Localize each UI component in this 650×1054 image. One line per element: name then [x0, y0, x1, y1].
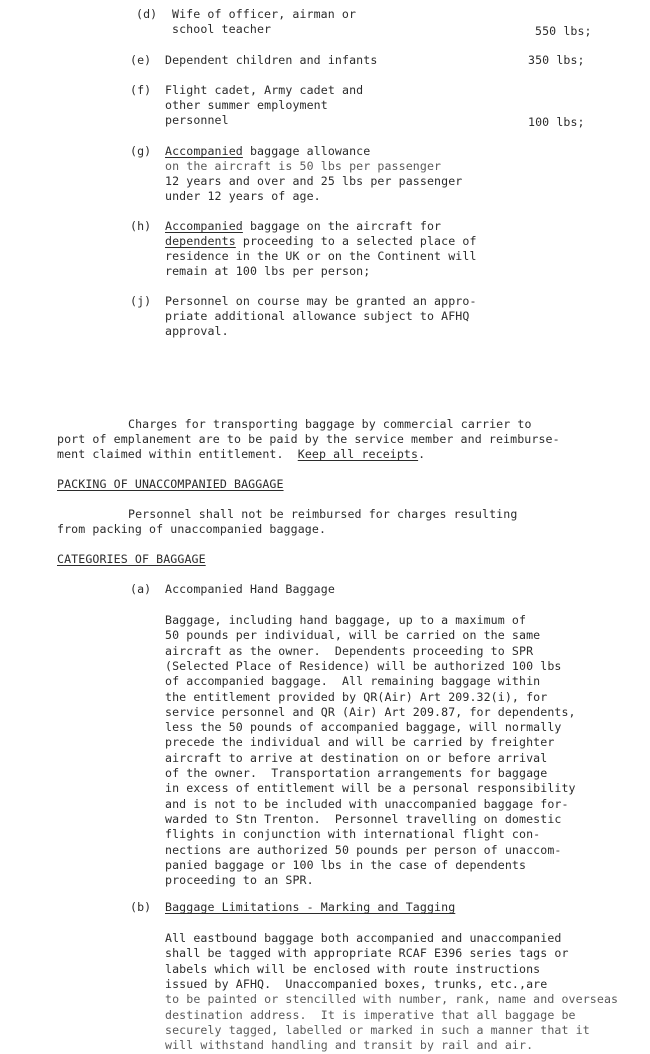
item-d-line-2: school teacher: [172, 22, 272, 36]
item-letter-e: (e): [130, 53, 152, 67]
category-b-body-line: will withstand handling and transit by rail and air.: [165, 1038, 534, 1053]
category-b-body-line: issued by AFHQ. Unaccompanied boxes, trunks, etc.,are: [165, 976, 548, 991]
item-e-line-1: Dependent children and infants: [165, 53, 378, 67]
category-a-body-line: of accompanied baggage. All remaining baggage within: [165, 674, 541, 689]
category-letter-b: (b): [130, 900, 152, 914]
item-h-line-4: remain at 100 lbs per person;: [165, 264, 371, 278]
item-e-amount: 350 lbs;: [528, 53, 585, 67]
category-a-body-line: in excess of entitlement will be a personal responsibility: [165, 781, 576, 796]
category-a-body-line: Baggage, including hand baggage, up to a maximum of: [165, 613, 527, 627]
underlined-word: dependents: [165, 234, 236, 248]
category-b-body-line: All eastbound baggage both accompanied and unaccompanied: [165, 931, 562, 945]
category-a-title: Accompanied Hand Baggage: [165, 582, 335, 596]
category-a-body-line: panied baggage or 100 lbs in the case of dependents: [165, 857, 527, 872]
category-a-body-line: service personnel and QR (Air) Art 209.87, for dependents,: [165, 704, 576, 719]
item-g-line-1: [165, 144, 370, 160]
category-a-body-line: the entitlement provided by QR(Air) Art 209.32(i), for: [165, 689, 548, 704]
packing-heading: PACKING OF UNACCOMPANIED BAGGAGE: [57, 477, 284, 491]
item-letter-d: (d): [136, 7, 158, 21]
category-letter-a: (a): [130, 582, 152, 596]
item-g-line-2: on the aircraft is 50 lbs per passenger: [165, 159, 442, 173]
item-h-line-3: residence in the UK or on the Continent will: [165, 249, 477, 263]
item-f-line-1: Flight cadet, Army cadet and: [165, 83, 364, 97]
category-b-body-line: labels which will be enclosed with route instructions: [165, 961, 541, 976]
category-a-body-line: proceeding to an SPR.: [165, 873, 314, 888]
category-b-body-line: shall be tagged with appropriate RCAF E396 series tags or: [165, 946, 569, 961]
category-a-body-line: flights in conjunction with international flight con-: [165, 827, 541, 842]
item-j-line-3: approval.: [165, 324, 229, 338]
charges-line-3: [57, 447, 425, 463]
item-j-line-1: Personnel on course may be granted an appro-: [165, 294, 477, 308]
category-a-body-line: aircraft as the owner. Dependents proceeding to SPR: [165, 643, 534, 658]
category-a-body-line: less the 50 pounds of accompanied baggage, will normally: [165, 720, 562, 735]
item-j-line-2: priate additional allowance subject to AFHQ: [165, 309, 470, 323]
charges-line-3-text: ment claimed within entitlement.: [57, 447, 298, 461]
category-a-body-line: of the owner. Transportation arrangements for baggage: [165, 766, 548, 780]
item-h-line-2: [165, 234, 477, 250]
packing-line-1: Personnel shall not be reimbursed for charges resulting: [128, 507, 518, 521]
underlined-word: Accompanied: [165, 144, 243, 158]
item-g-line-1-rest: baggage allowance: [242, 144, 371, 158]
item-f-line-2: other summer employment: [165, 98, 328, 112]
item-letter-j: (j): [130, 294, 152, 308]
category-a-body-line: warded to Stn Trenton. Personnel travelling on domestic: [165, 811, 562, 826]
packing-line-2: from packing of unaccompanied baggage.: [57, 522, 327, 536]
item-h-line-1-rest: baggage on the aircraft for: [242, 219, 442, 233]
item-f-line-3: personnel: [165, 113, 229, 127]
item-letter-g: (g): [130, 144, 152, 158]
category-b-title: Baggage Limitations - Marking and Tagging: [165, 900, 456, 914]
category-a-body-line: aircraft to arrive at destination on or before arrival: [165, 750, 548, 765]
category-a-body-line: precede the individual and will be carried by freighter: [165, 735, 555, 750]
item-h-line-1: [165, 219, 441, 235]
underlined-word: Accompanied: [165, 219, 243, 233]
category-b-body-line: securely tagged, labelled or marked in such a manner that it: [165, 1022, 590, 1037]
charges-period: .: [418, 447, 426, 461]
category-b-body-line: destination address. It is imperative that all baggage be: [165, 1007, 576, 1022]
item-f-amount: 100 lbs;: [528, 115, 585, 129]
charges-line-1: Charges for transporting baggage by commercial carrier to: [128, 417, 532, 431]
item-g-line-3: 12 years and over and 25 lbs per passenger: [165, 174, 463, 188]
category-a-body-line: 50 pounds per individual, will be carried on the same: [165, 628, 541, 643]
category-a-body-line: (Selected Place of Residence) will be authorized 100 lbs: [165, 658, 562, 673]
item-letter-h: (h): [130, 219, 152, 233]
item-h-line-2-rest: proceeding to a selected place of: [235, 234, 477, 248]
categories-heading: CATEGORIES OF BAGGAGE: [57, 552, 206, 566]
keep-receipts-emphasis: Keep all receipts: [297, 447, 419, 461]
category-a-body-line: and is not to be included with unaccompanied baggage for-: [165, 796, 569, 811]
item-letter-f: (f): [130, 83, 152, 97]
category-b-body-line: to be painted or stencilled with number, rank, name and overseas: [165, 992, 619, 1007]
item-d-line-1: Wife of officer, airman or: [172, 7, 357, 21]
category-a-body-line: nections are authorized 50 pounds per person of unaccom-: [165, 842, 562, 857]
item-g-line-4: under 12 years of age.: [165, 189, 321, 203]
charges-line-2: port of emplanement are to be paid by the service member and reimburse-: [57, 432, 560, 446]
item-d-amount: 550 lbs;: [535, 24, 592, 38]
